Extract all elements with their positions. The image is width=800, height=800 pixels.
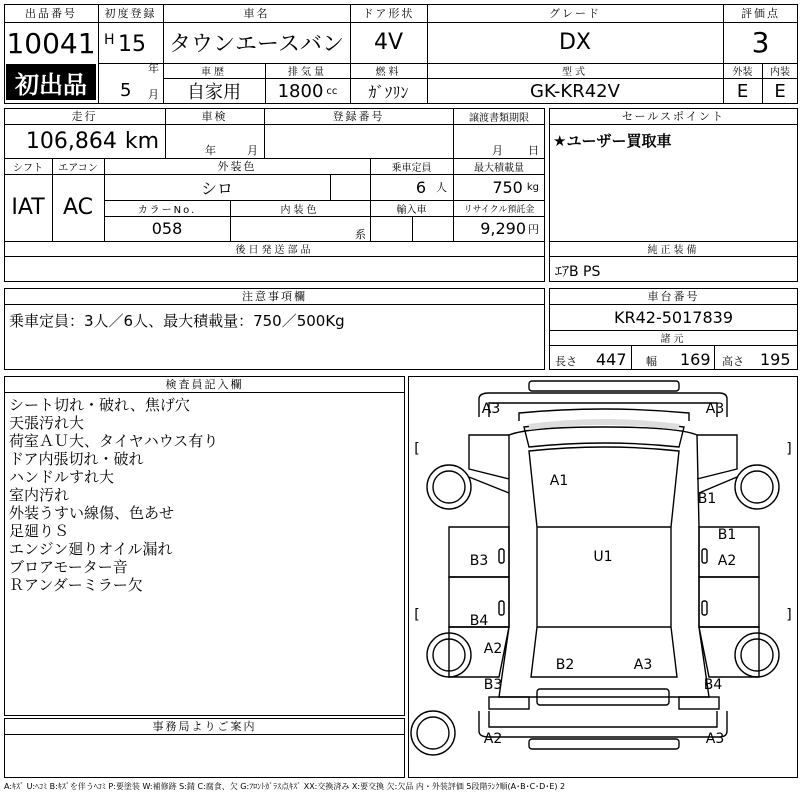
load: 750 xyxy=(492,177,523,197)
transfer-day-unit: 日 xyxy=(528,144,539,157)
shift-label: シフト xyxy=(13,162,43,174)
inspector-label: 検査員記入欄 xyxy=(165,378,244,391)
listing-no: 10041 xyxy=(6,26,96,60)
bracket-right-top: ] xyxy=(786,441,792,457)
history-label: 車歴 xyxy=(201,67,227,78)
equipment-label: 純正装備 xyxy=(647,245,700,256)
score: 3 xyxy=(751,26,770,59)
regno-label: 登録番号 xyxy=(332,110,385,123)
length-label: 長さ xyxy=(555,355,577,368)
displacement: 1800 xyxy=(277,80,324,102)
damage-mark: A1 xyxy=(549,473,569,489)
era: H xyxy=(104,32,115,48)
damage-mark: B3 xyxy=(483,677,503,693)
load-cell xyxy=(453,174,545,200)
damage-mark: A3 xyxy=(633,657,653,673)
recycle-cell xyxy=(453,216,545,241)
car-name-label: 車名 xyxy=(243,7,270,20)
damage-mark: U1 xyxy=(593,549,613,565)
damage-mark: A2 xyxy=(483,731,503,747)
sales-point-block xyxy=(549,108,798,242)
inspector-notes xyxy=(9,396,218,594)
recycle-label: リサイクル預託金 xyxy=(463,204,535,215)
height: 195 xyxy=(760,350,791,369)
damage-mark: B1 xyxy=(717,527,737,543)
year-unit: 年 xyxy=(148,62,159,75)
legend: A:ｷｽﾞ U:ﾍｺﾐ B:ｷｽﾞを伴うﾍｺﾐ P:要塗装 W:補修跡 S:錆 C:腐食、欠 G:ﾌﾛﾝﾄｶﾞﾗｽ点ｷｽﾞ XX:交換済み X:要交換 欠:欠品 内・外装評価 5段階ﾗﾝｸ順(A･B･C･D･E) 2 xyxy=(4,782,566,791)
capacity: 6 xyxy=(415,177,426,197)
transfer-month-unit: 月 xyxy=(492,144,503,157)
capacity-unit: 人 xyxy=(436,181,447,194)
damage-mark: B4 xyxy=(469,613,489,629)
displacement-label: 排気量 xyxy=(288,67,327,78)
insp-month-unit: 月 xyxy=(247,144,258,157)
inspection-label: 車検 xyxy=(201,110,228,123)
damage-mark: A3 xyxy=(481,401,501,417)
capacity-label: 乗車定員 xyxy=(391,162,432,174)
inspector-note: ドア内張切れ・破れ xyxy=(9,450,144,468)
damage-mark: B2 xyxy=(555,657,575,673)
reg-month: 5 xyxy=(120,80,132,101)
bracket-left-bottom: [ xyxy=(414,607,420,623)
chassis-label: 車台番号 xyxy=(647,290,700,303)
damage-mark: B4 xyxy=(703,677,723,693)
interior-color-unit: 系 xyxy=(355,228,366,241)
displacement-unit: cc xyxy=(326,85,338,97)
inspector-note: ハンドルすれ大 xyxy=(9,468,115,486)
grade: DX xyxy=(558,30,591,55)
first-reg-label: 初度登録 xyxy=(104,7,157,20)
damage-mark: A3 xyxy=(705,731,725,747)
ext-score: E xyxy=(736,80,749,102)
recycle-unit: 円 xyxy=(528,222,539,236)
caution-label: 注意事項欄 xyxy=(242,290,307,303)
history: 自家用 xyxy=(187,82,241,103)
damage-mark: A3 xyxy=(705,401,725,417)
inspector-note: Ｒアンダーミラー欠 xyxy=(9,576,143,594)
caution-text: 乗車定員：3人／6人、最大積載量：750／500Kg xyxy=(9,312,345,330)
door-label: ドア形状 xyxy=(362,7,415,20)
sales-point-label: セールスポイント xyxy=(621,110,725,123)
ext-label: 外装 xyxy=(732,67,753,78)
inspector-note: 足廻りＳ xyxy=(9,522,70,540)
bracket-left-top: [ xyxy=(414,441,420,457)
damage-mark: A2 xyxy=(717,553,737,569)
colorno-label: カラーNo. xyxy=(137,204,197,216)
listing-no-label: 出品番号 xyxy=(25,7,77,20)
inspector-note: シート切れ・破れ、焦げ穴 xyxy=(9,396,190,414)
transfer-label: 譲渡書類期限 xyxy=(469,112,529,124)
mileage-cell xyxy=(4,124,165,158)
chassis-number: KR42-5017839 xyxy=(614,307,733,327)
interior-color-label: 内装色 xyxy=(280,204,320,216)
office-label: 事務局よりご案内 xyxy=(152,720,257,733)
width: 169 xyxy=(680,350,711,369)
mileage-label: 走行 xyxy=(71,110,98,123)
capacity-cell xyxy=(370,174,453,200)
length: 447 xyxy=(596,350,627,369)
car-name: タウンエースバン xyxy=(169,32,344,57)
door-type: 4V xyxy=(373,30,404,55)
inspector-note: 天張汚れ大 xyxy=(9,414,85,432)
height-label: 高さ xyxy=(722,355,744,368)
model-label: 型式 xyxy=(562,67,588,78)
vehicle-diagram xyxy=(408,376,798,778)
color-label: 外装色 xyxy=(217,160,257,173)
int-score: E xyxy=(774,80,786,102)
load-label: 最大積載量 xyxy=(474,162,524,174)
fuel: ｶﾞｿﾘﾝ xyxy=(368,82,409,102)
ac: AC xyxy=(62,195,94,220)
damage-mark: B3 xyxy=(469,553,489,569)
sales-point-text: ★ユーザー買取車 xyxy=(553,132,672,150)
equipment-text: ｴｱB PS xyxy=(555,264,601,280)
mileage-unit: km xyxy=(124,128,159,154)
score-label: 評価点 xyxy=(741,7,780,20)
vehicle-diagram-svg xyxy=(409,377,797,777)
import-label: 輸入車 xyxy=(396,204,427,216)
damage-mark: A2 xyxy=(483,641,503,657)
int-label: 内装 xyxy=(770,67,790,78)
displacement-cell xyxy=(265,78,350,104)
inspector-note: ブロアモーター音 xyxy=(9,558,128,576)
month-unit: 月 xyxy=(148,88,159,101)
grade-label: グレード xyxy=(549,7,601,20)
reg-year: 15 xyxy=(118,32,146,57)
inspector-note: 室内汚れ xyxy=(9,486,70,504)
first-listing-badge: 初出品 xyxy=(6,64,96,100)
bracket-right-bottom: ] xyxy=(786,607,792,623)
insp-year-unit: 年 xyxy=(205,144,216,157)
ac-label: エアコン xyxy=(58,162,98,174)
specs-label: 諸元 xyxy=(660,334,687,345)
fuel-label: 燃料 xyxy=(375,67,402,78)
recycle: 9,290 xyxy=(480,219,526,238)
color: シロ xyxy=(200,178,233,198)
model: GK-KR42V xyxy=(530,80,620,102)
later-parts-label: 後日発送部品 xyxy=(235,245,314,256)
load-unit: kg xyxy=(526,181,539,193)
inspector-note: エンジン廻りオイル漏れ xyxy=(9,540,173,558)
inspector-note: 荷室ＡＵ大、タイヤハウス有り xyxy=(9,432,219,450)
shift: IAT xyxy=(11,195,45,220)
colorno: 058 xyxy=(151,219,183,238)
damage-mark: B1 xyxy=(697,491,717,507)
inspector-note: 外装うすい線傷、色あせ xyxy=(9,504,175,522)
width-label: 幅 xyxy=(646,355,657,368)
mileage: 106,864 xyxy=(25,128,117,154)
